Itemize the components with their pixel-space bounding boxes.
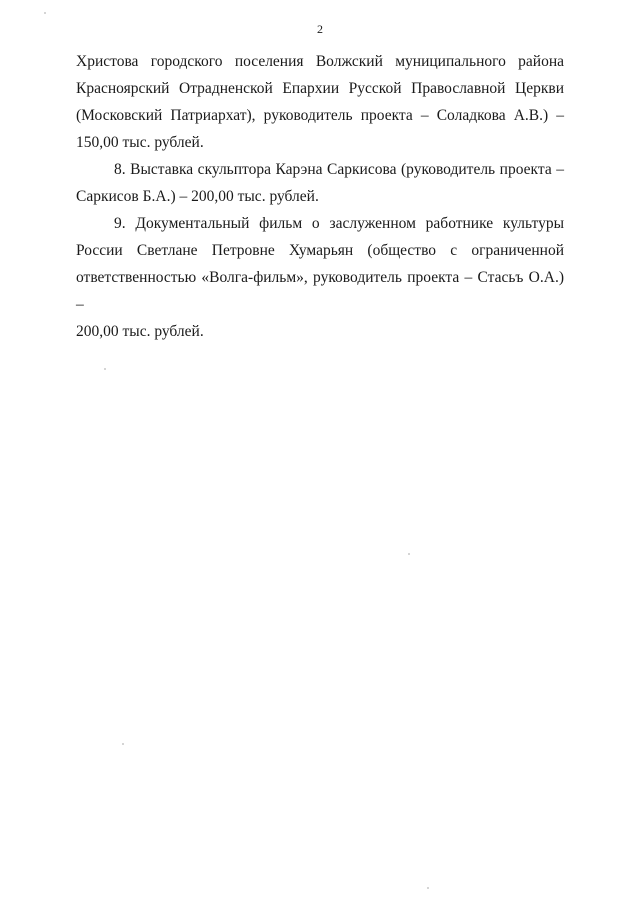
text-line: ответственностью «Волга-фильм», руководитель проекта – Стасьъ О.А.) –	[76, 269, 564, 313]
paragraph-9	[76, 210, 564, 345]
page-number: 2	[317, 22, 323, 36]
text-line: России Светлане Петровне Хумарьян (общество с ограниченной	[76, 242, 564, 259]
scan-speck	[104, 368, 106, 370]
text-line: Христова городского поселения Волжский муниципального района	[76, 53, 564, 70]
document-body	[76, 48, 564, 345]
text-line: Красноярский Отрадненской Епархии Русской Православной Церкви	[76, 80, 564, 97]
text-line: Саркисов Б.А.) – 200,00 тыс. рублей.	[76, 188, 319, 205]
paragraph-7-continuation	[76, 48, 564, 156]
text-line: 150,00 тыс. рублей.	[76, 134, 204, 151]
scan-speck	[408, 553, 410, 555]
scan-speck	[44, 12, 46, 14]
scan-speck	[122, 743, 124, 745]
text-line: (Московский Патриархат), руководитель проекта – Соладкова А.В.) –	[76, 107, 564, 124]
text-line: 8. Выставка скульптора Карэна Саркисова (руководитель проекта –	[114, 161, 564, 178]
scan-speck	[427, 887, 429, 889]
text-line: 200,00 тыс. рублей.	[76, 323, 204, 340]
text-line: 9. Документальный фильм о заслуженном работнике культуры	[114, 215, 564, 232]
paragraph-8	[76, 156, 564, 210]
